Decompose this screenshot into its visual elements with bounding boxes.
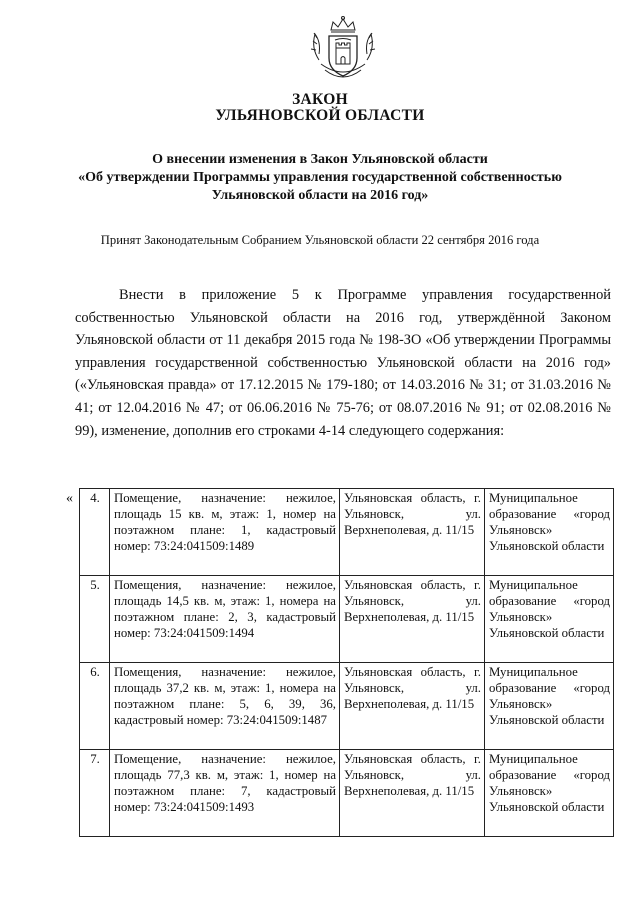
table-row [80, 750, 614, 837]
property-description: Помещения, назначение: нежилое, площадь 37,2 кв. м, этаж: 1, номера на поэтажном плане: 5, 6, 39, 36, кадастровый номер: 73:24:041509:1487 [110, 663, 340, 750]
document-title-region: УЛЬЯНОВСКОЙ ОБЛАСТИ [215, 107, 425, 124]
property-address: Ульяновская область, г. Ульяновск, ул. Верхнеполевая, д. 11/15 [340, 576, 485, 663]
row-number: 7. [80, 750, 110, 837]
property-owner: Муниципальное образование «город Ульяновск» Ульяновской области [485, 489, 614, 576]
property-address: Ульяновская область, г. Ульяновск, ул. Верхнеполевая, д. 11/15 [340, 489, 485, 576]
subject-line-3: Ульяновской области на 2016 год» [211, 188, 429, 203]
subject-line-2: «Об утверждении Программы управления государственной собственностью [78, 170, 562, 185]
row-number: 5. [80, 576, 110, 663]
property-description: Помещения, назначение: нежилое, площадь 14,5 кв. м, этаж: 1, номера на поэтажном плане: 2, 3, кадастровый номер: 73:24:041509:1494 [110, 576, 340, 663]
table-row [80, 489, 614, 576]
property-description: Помещение, назначение: нежилое, площадь 77,3 кв. м, этаж: 1, номер на поэтажном плане: 7, кадастровый номер: 73:24:041509:1493 [110, 750, 340, 837]
subject-line-1: О внесении изменения в Закон Ульяновской области [152, 152, 488, 167]
row-number: 4. [80, 489, 110, 576]
table-row [80, 576, 614, 663]
property-owner: Муниципальное образование «город Ульяновск» Ульяновской области [485, 663, 614, 750]
law-subject [40, 151, 600, 205]
adoption-note: Принят Законодательным Собранием Ульяновской области 22 сентября 2016 года [100, 233, 540, 247]
property-table [79, 488, 614, 837]
property-owner: Муниципальное образование «город Ульяновск» Ульяновской области [485, 576, 614, 663]
property-owner: Муниципальное образование «город Ульяновск» Ульяновской области [485, 750, 614, 837]
property-description: Помещение, назначение: нежилое, площадь 15 кв. м, этаж: 1, номер на поэтажном плане: 1, кадастровый номер: 73:24:041509:1489 [110, 489, 340, 576]
opening-quote-mark: « [66, 491, 73, 506]
table-row [80, 663, 614, 750]
row-number: 6. [80, 663, 110, 750]
coat-of-arms-emblem [305, 14, 381, 88]
property-address: Ульяновская область, г. Ульяновск, ул. Верхнеполевая, д. 11/15 [340, 663, 485, 750]
property-address: Ульяновская область, г. Ульяновск, ул. Верхнеполевая, д. 11/15 [340, 750, 485, 837]
body-paragraph: Внести в приложение 5 к Программе управления государственной собственностью Ульяновской области на 2016 год, утверждённой Законом Ульяновской области от 11 декабря 2015 года № 198-ЗО «Об утверждении Программы управления государственной собственностью Ульяновской области на 2016 год» («Ульяновская правда» от 17.12.2015 № 179-180; от 14.03.2016 № 31; от 31.03.2016 № 41; от 12.04.2016 № 47; от 06.06.2016 № 75-76; от 08.07.2016 № 91; от 02.08.2016 № 99), изменение, дополнив его строками 4-14 следующего содержания: [75, 287, 611, 439]
document-title: ЗАКОН [292, 91, 348, 108]
